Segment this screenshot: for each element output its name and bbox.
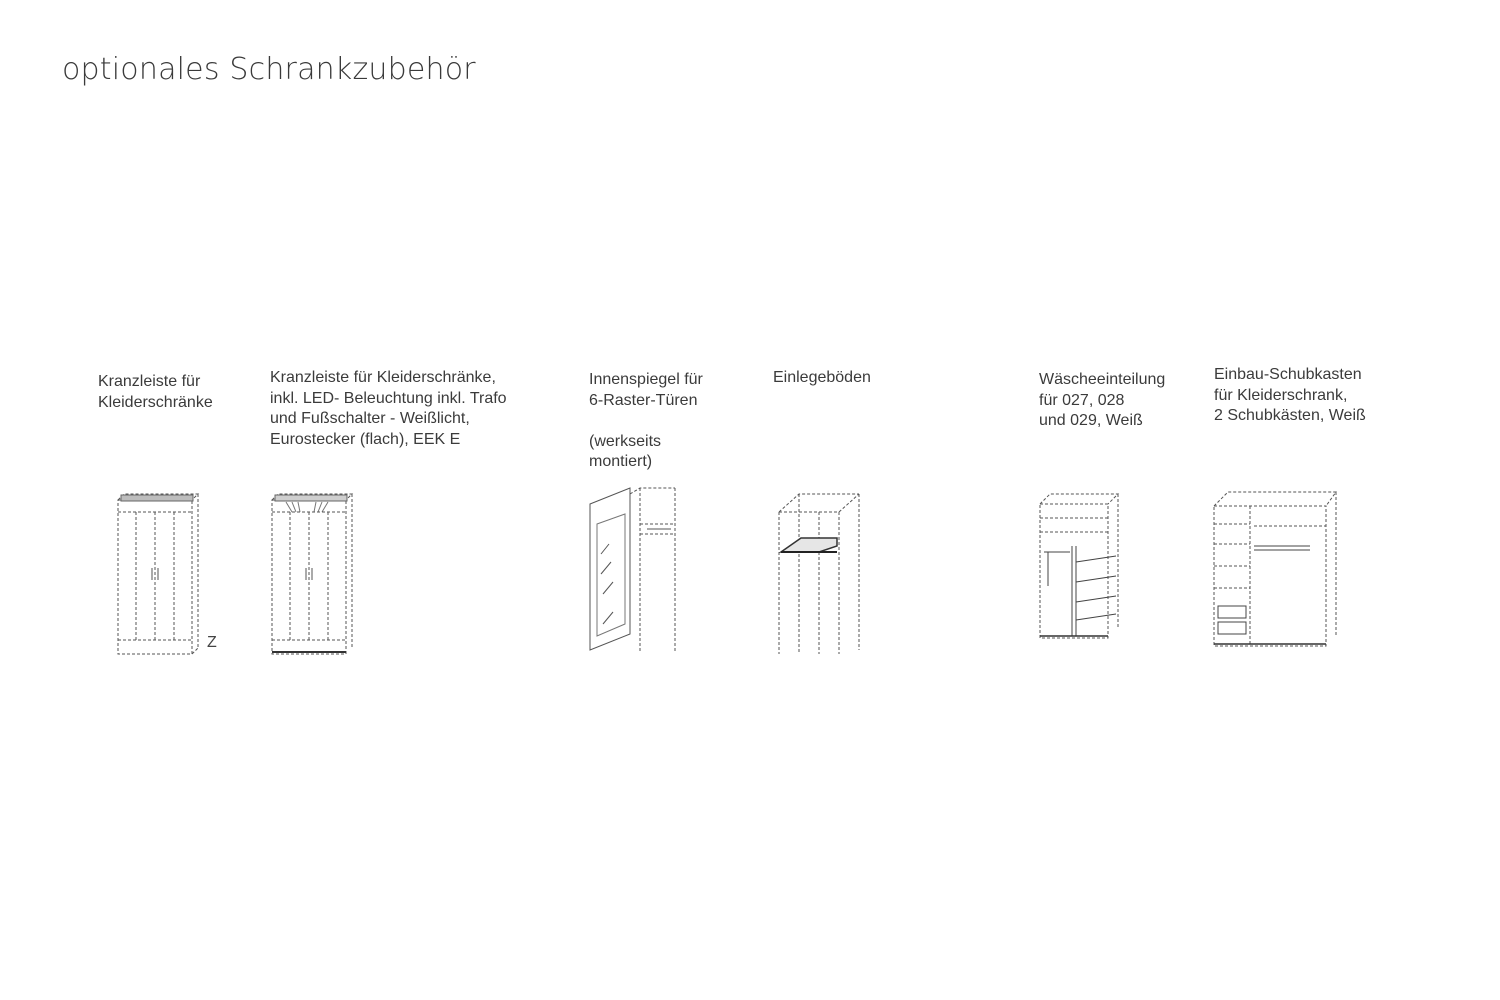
wardrobe-led-crown-icon xyxy=(266,490,361,660)
caption-schubkasten: Einbau-Schubkasten für Kleiderschrank, 2 Schubkästen, Weiß xyxy=(1214,366,1366,424)
shelf-board-icon xyxy=(775,488,870,660)
built-in-drawer-icon xyxy=(1210,488,1340,653)
inner-mirror-door-icon xyxy=(585,484,680,659)
laundry-divider-icon xyxy=(1036,490,1131,645)
wardrobe-two-door-crown-icon xyxy=(112,490,207,660)
caption-kranzleiste-led: Kranzleiste für Kleiderschränke, inkl. LED- Beleuchtung inkl. Trafo und Fußschalter - Weißlicht, Eurostecker (flach), EEK E xyxy=(270,369,507,448)
caption-kranzleiste: Kranzleiste für Kleiderschränke xyxy=(98,373,213,411)
caption-innenspiegel: Innenspiegel für 6-Raster-Türen (werkseits montiert) xyxy=(589,371,703,470)
caption-einlegeboeden: Einlegeböden xyxy=(773,369,871,386)
z-mark: Z xyxy=(207,634,217,651)
page-title: optionales Schrankzubehör xyxy=(62,52,476,87)
caption-waescheeinteilung: Wäscheeinteilung für 027, 028 und 029, Weiß xyxy=(1039,371,1166,429)
